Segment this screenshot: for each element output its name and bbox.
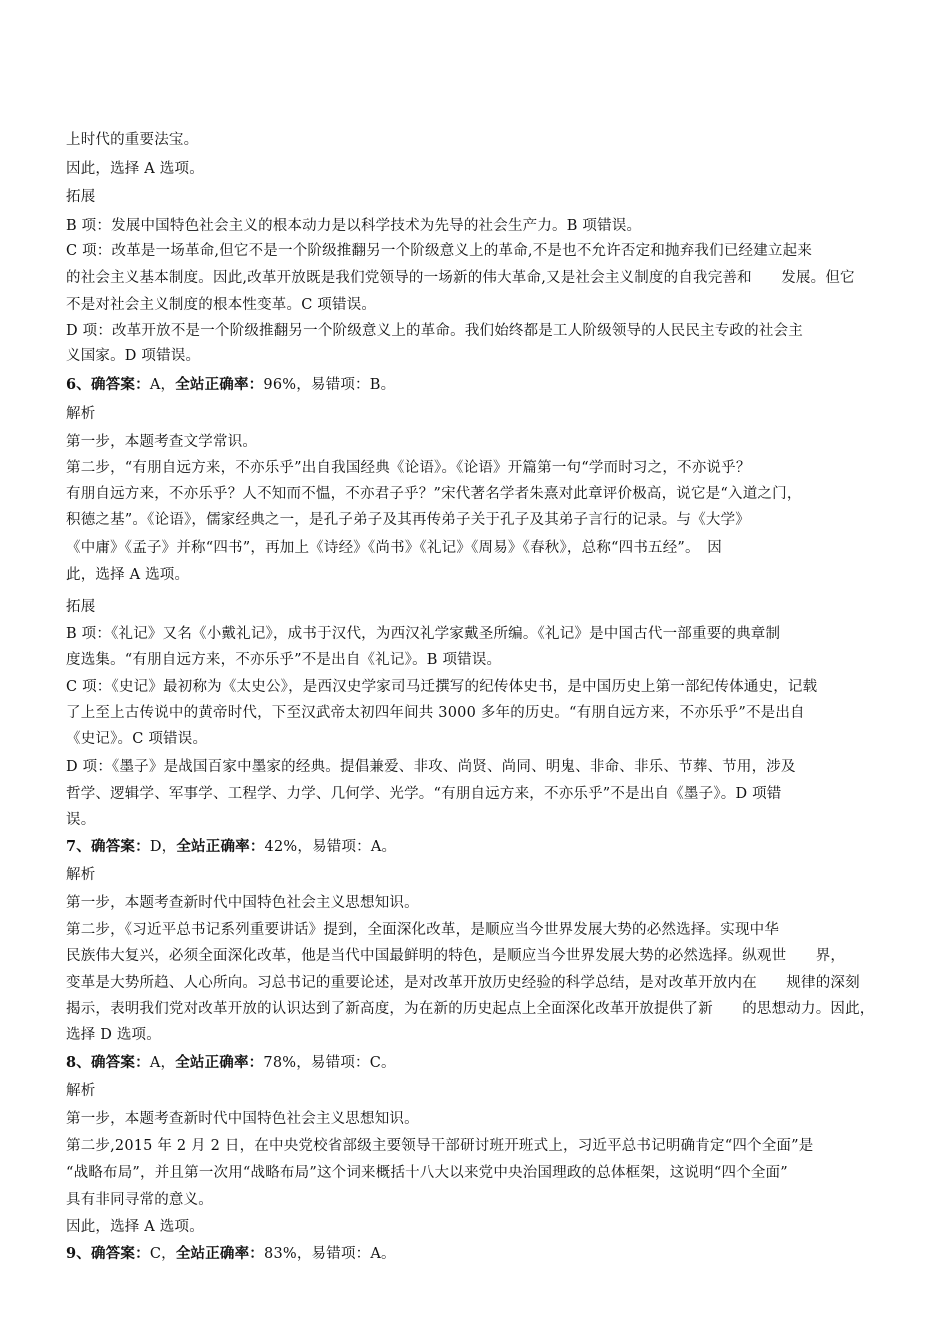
- rate-value: 78%，易错项：C。: [263, 1055, 396, 1071]
- text-line: 因此，选择 A 选项。: [66, 1219, 204, 1235]
- question-number: 7、: [66, 838, 91, 855]
- section-heading-analysis: 解析: [66, 867, 96, 883]
- text-line: 第一步，本题考查新时代中国特色社会主义思想知识。: [66, 895, 419, 911]
- answer-label: 确答案：: [91, 838, 150, 855]
- text-line: 义国家。D 项错误。: [66, 348, 201, 364]
- answer-header-q6: [66, 375, 395, 395]
- text-line: 不是对社会主义制度的根本性变革。C 项错误。: [66, 297, 377, 313]
- text-line: 第一步，本题考查文学常识。: [66, 434, 258, 450]
- text-line: 具有非同寻常的意义。: [66, 1192, 213, 1208]
- text-line: C 项：《史记》最初称为《太史公》，是西汉史学家司马迁撰写的纪传体史书，是中国历史上第一部纪传体通史，记载: [66, 679, 818, 695]
- text-line: D 项：改革开放不是一个阶级推翻另一个阶级意义上的革命。我们始终都是工人阶级领导的人民民主专政的社会主: [66, 323, 803, 339]
- text-line: 第二步，“有朋自远方来，不亦乐乎”出自我国经典《论语》。《论语》开篇第一句“学而时习之，不亦说乎？: [66, 460, 751, 476]
- text-line: 变革是大势所趋、人心所向。习总书记的重要论述，是对改革开放历史经验的科学总结，是对改革开放内在 规律的深刻: [66, 975, 860, 991]
- text-line: 第一步，本题考查新时代中国特色社会主义思想知识。: [66, 1111, 419, 1127]
- rate-label: 全站正确率：: [175, 1245, 265, 1262]
- text-line: 误。: [66, 812, 96, 828]
- text-line: 度选集。“有朋自远方来，不亦乐乎”不是出自《礼记》。B 项错误。: [66, 652, 502, 668]
- text-line: “战略布局”，并且第一次用“战略布局”这个词来概括十八大以来党中央治国理政的总体框架，这说明“四个全面”: [66, 1165, 788, 1181]
- text-line: 积德之基”。《论语》，儒家经典之一，是孔子弟子及其再传弟子关于孔子及其弟子言行的记录。与《大学》: [66, 512, 751, 528]
- rate-value: 42%，易错项：A。: [264, 839, 397, 855]
- text-line: 因此，选择 A 选项。: [66, 161, 204, 177]
- text-line: 第二步，《习近平总书记系列重要讲话》提到，全面深化改革，是顺应当今世界发展大势的必然选择。实现中华: [66, 922, 780, 938]
- text-line: B 项：《礼记》又名《小戴礼记》，成书于汉代，为西汉礼学家戴圣所编。《礼记》是中国古代一部重要的典章制: [66, 626, 781, 642]
- text-line: 的社会主义基本制度。因此,改革开放既是我们党领导的一场新的伟大革命,又是社会主义制度的自我完善和 发展。但它: [66, 270, 855, 286]
- section-heading-extension: 拓展: [66, 599, 96, 615]
- text-line: 哲学、逻辑学、军事学、工程学、力学、几何学、光学。“有朋自远方来，不亦乐乎”不是出自《墨子》。D 项错: [66, 786, 782, 802]
- question-number: 8、: [66, 1054, 91, 1071]
- text-line: 上时代的重要法宝。: [66, 132, 199, 148]
- text-line: B 项：发展中国特色社会主义的根本动力是以科学技术为先导的社会生产力。B 项错误。: [66, 218, 642, 234]
- section-heading-analysis: 解析: [66, 406, 96, 422]
- text-line: 第二步,2015 年 2 月 2 日，在中央党校省部级主要领导干部研讨班开班式上，习近平总书记明确肯定“四个全面”是: [66, 1138, 814, 1154]
- section-heading-extension: 拓展: [66, 189, 96, 205]
- rate-label: 全站正确率：: [175, 376, 264, 393]
- text-line: 《中庸》《孟子》并称“四书”，再加上《诗经》《尚书》《礼记》《周易》《春秋》，总称“四书五经”。 因: [66, 540, 722, 556]
- text-line: 此，选择 A 选项。: [66, 567, 190, 583]
- text-line: 揭示，表明我们党对改革开放的认识达到了新高度，为在新的历史起点上全面深化改革开放提供了新 的思想动力。因此，: [66, 1001, 875, 1017]
- text-line: 有朋自远方来，不亦乐乎？人不知而不愠，不亦君子乎？”宋代著名学者朱熹对此章评价极高，说它是“入道之门，: [66, 486, 802, 502]
- answer-label: 确答案：: [91, 1245, 150, 1262]
- answer-header-q7: [66, 837, 396, 857]
- section-heading-analysis: 解析: [66, 1083, 96, 1099]
- answer-value: A，: [149, 1055, 176, 1071]
- answer-label: 确答案：: [91, 376, 150, 393]
- text-line: 了上至上古传说中的黄帝时代，下至汉武帝太初四年间共 3000 多年的历史。“有朋自远方来，不亦乐乎”不是出自: [66, 705, 805, 721]
- answer-value: A，: [149, 377, 176, 393]
- rate-label: 全站正确率：: [176, 838, 265, 855]
- text-line: 民族伟大复兴，必须全面深化改革，他是当代中国最鲜明的特色，是顺应当今世界发展大势的必然选择。纵观世 界，: [66, 948, 846, 964]
- answer-value: C，: [149, 1246, 176, 1262]
- rate-value: 96%，易错项：B。: [263, 377, 396, 393]
- answer-label: 确答案：: [91, 1054, 150, 1071]
- question-number: 6、: [66, 376, 91, 393]
- answer-header-q9: [66, 1244, 396, 1264]
- rate-label: 全站正确率：: [175, 1054, 264, 1071]
- answer-header-q8: [66, 1053, 396, 1073]
- rate-value: 83%，易错项：A。: [264, 1246, 396, 1262]
- text-line: 选择 D 选项。: [66, 1027, 161, 1043]
- text-line: 《史记》。C 项错误。: [66, 731, 208, 747]
- text-line: D 项：《墨子》是战国百家中墨家的经典。提倡兼爱、非攻、尚贤、尚同、明鬼、非命、非乐、节葬、节用，涉及: [66, 759, 796, 775]
- question-number: 9、: [66, 1245, 91, 1262]
- text-line: C 项：改革是一场革命,但它不是一个阶级推翻另一个阶级意义上的革命,不是也不允许否定和抛弃我们已经建立起来: [66, 243, 813, 259]
- answer-value: D，: [149, 839, 177, 855]
